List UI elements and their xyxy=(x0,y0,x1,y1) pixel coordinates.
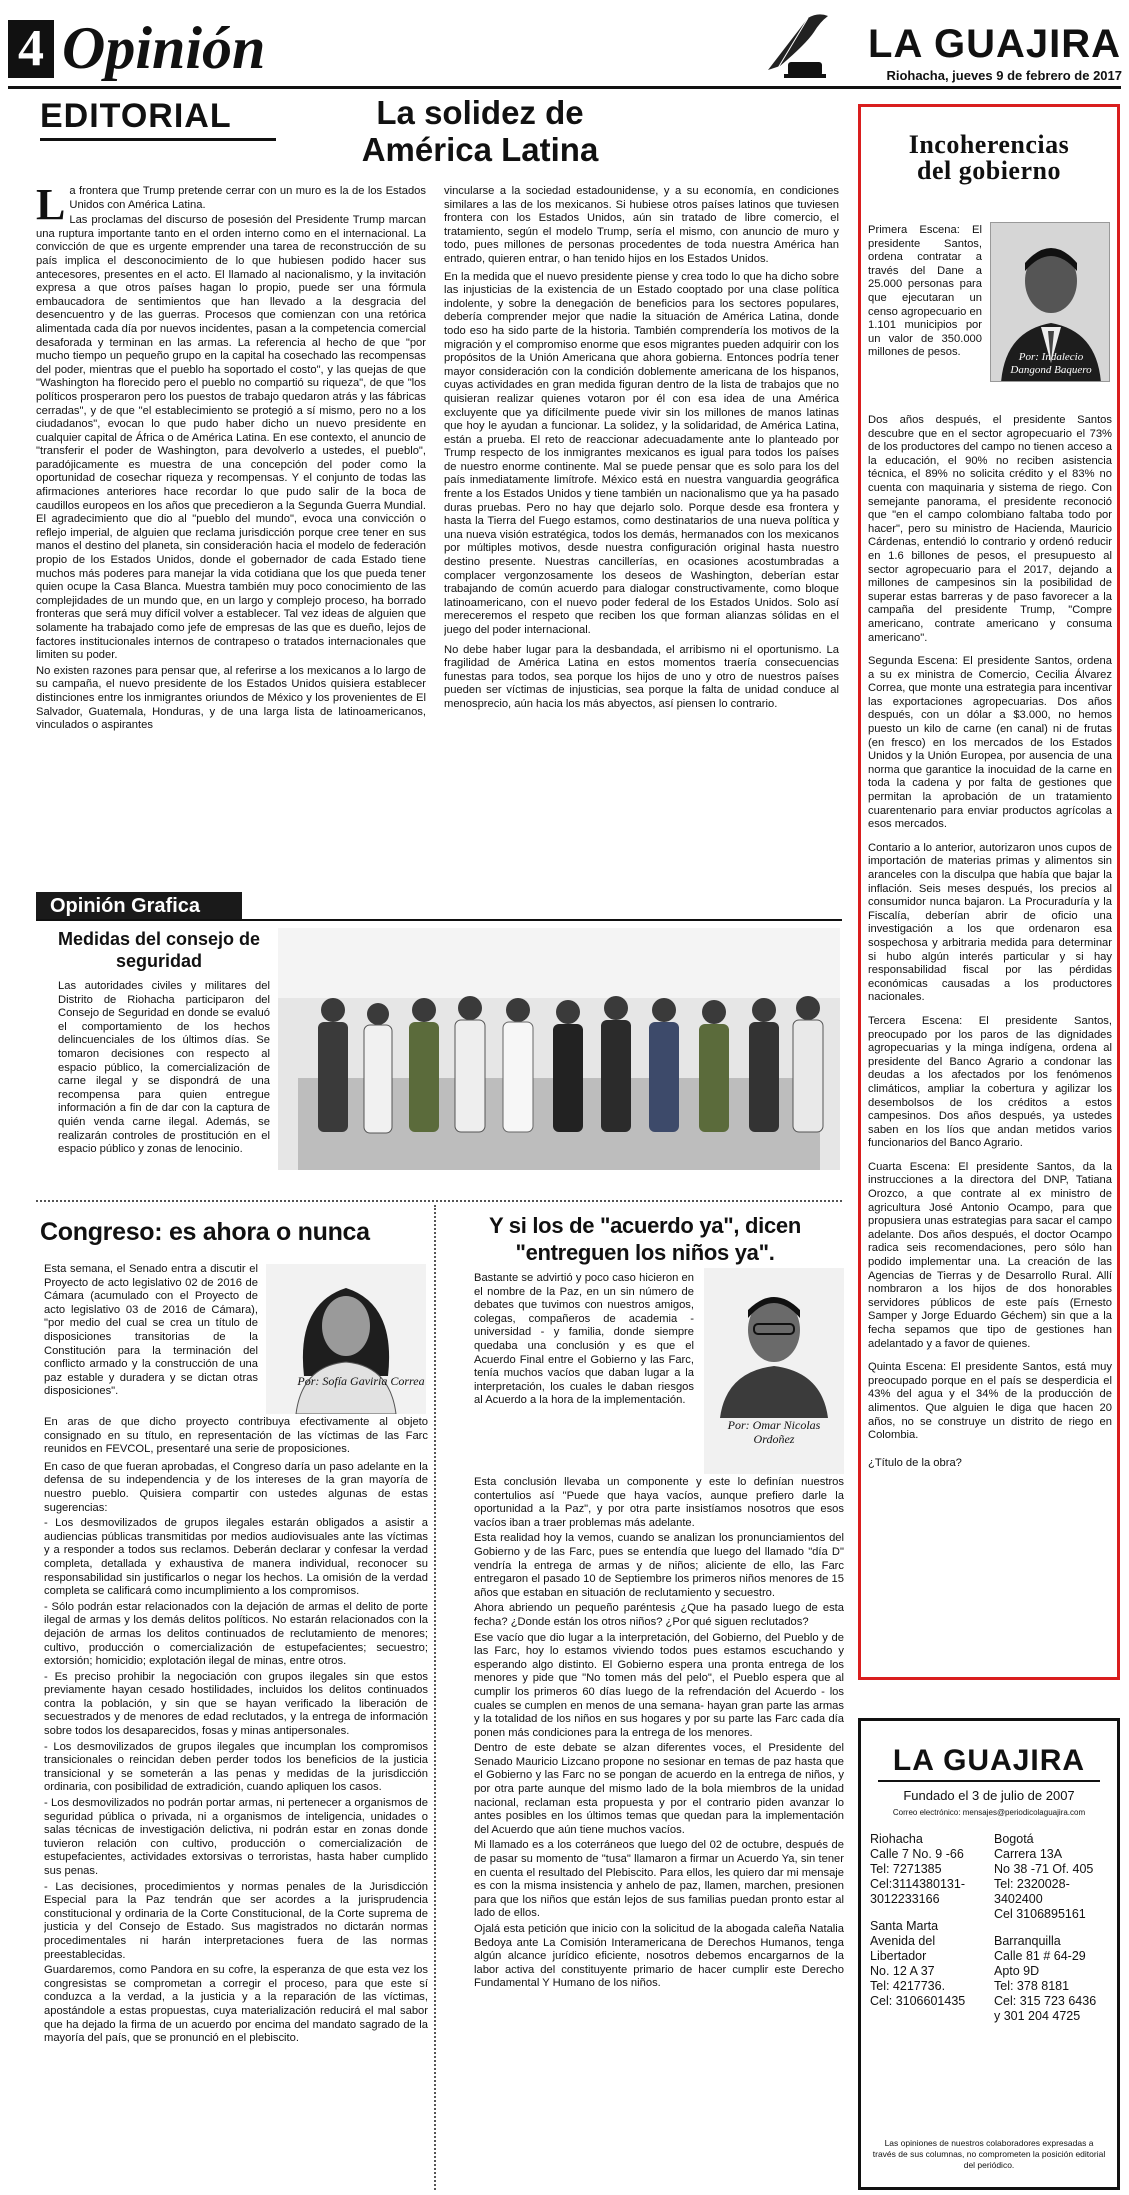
acuerdo-paragraph: Esta conclusión llevaba un componente y este lo definían nuestros contertulios así "Puede que haya vacíos, aunque prefiero darle la oportunidad a la Paz", y por otra parte insistíamos nosotros que esos vacíos iban a traer problemas más adelante. xyxy=(474,1476,844,1529)
congreso-paragraph: Guardaremos, como Pandora en su cofre, la esperanza de que esta vez los congresistas se comprometan a corregir el proceso, para que este sí conduzca a la verdad, a la justicia y a la reparación de las víctimas, apostándole a estas propuestas, cuya materialización reducirá el mal sabor que ha dejado la firma de un acuerdo por encima del mandato sagrado de la mayoría del país, que se pronunció en el plebiscito. xyxy=(44,1964,428,2045)
sidebar-intro: Primera Escena: El presidente Santos, ordena contratar a través del Dane a 25.000 personas para que ejecutaran un censo agropecuario en 1.101 municipios por un valor de 350.000 millones de pesos. xyxy=(868,224,982,359)
congreso-title: Congreso: es ahora o nunca xyxy=(40,1218,370,1246)
security-council-photo xyxy=(278,928,840,1170)
sidebar-author-photo xyxy=(990,222,1110,382)
opinion-grafica-rule xyxy=(36,919,842,921)
sidebar-paragraph: Contario a lo anterior, autorizaron unos cupos de importación de materias primas y alimentos sin aranceles con la disculpa que había que bajar la inflación. Seis meses después, los precios al consumidor nunca bajaron. La Procuraduría y la Fiscalía, deberían abrir de oficio una investigación a los que ordenaron esa sospechosa y arbitraria medida para determinar si hubo algún interés particular y si hay responsabilidad fiscal por las pérdidas económicas causadas a los productores nacionales. xyxy=(868,841,1112,1004)
paper-name: LA GUAJIRA xyxy=(868,22,1121,66)
sidebar-paragraph: Dos años después, el presidente Santos descubre que en el sector agropecuario el 73% de los productores del campo no tienen acceso a la educación, el 90% no reciben asistencia técnica, el 89% no solicita crédito y el 83% no cuenta con maquinaria y sistema de riego. Con semejante panorama, el presidente reconoció que "en el campo colombiano faltaba todo por hacer", pero su ministro de Hacienda, Mauricio Cárdenas, entendió lo contrario y ordenó reducir en 1.6 billones de pesos, el presupuesto al sector agropecuario para el 2017, dejando a millones de campesinos sin la posibilidad de superar estas barreras y de paso favorecer a la campaña del presidente Trump, "Compre americano, contrate americano y consuma americano". xyxy=(868,414,1112,644)
congreso-paragraph: - Sólo podrán estar relacionados con la dejación de armas el delito de porte ilegal de armas y los demás delitos políticos. No estarán relacionados con la dejación de armas los delitos continuados de reclutamiento de menores; cultivo, producción o comercialización de estupefacientes; secuestro; extorsión; homicidio; explotación ilegal de minas, entre otros. xyxy=(44,1600,428,1668)
acuerdo-author-photo xyxy=(704,1268,844,1474)
congreso-paragraph: - Los desmovilizados no podrán portar armas, ni pertenecer a organismos de seguridad pública o privada, ni a organismos de inteligencia, unidades o salas técnicas de investigación delictiva, ni podrán estar en zonas donde tuvieron relación con cultivo, producción o comercialización de estupefacientes, actividades extorsivas o terroristas, hasta haber cumplido sus penas. xyxy=(44,1797,428,1877)
acuerdo-paragraph: Ojalá esta petición que inicio con la solicitud de la abogada caleña Natalia Bedoya ante La Comisión Interamericana de Derechos Humanos, tenga algún alcance jurídico eficiente, nosotros debemos encargarnos de la labor activa del constituyente primario de hacer cumplir este Derecho Fundamental Y Humano de los niños. xyxy=(474,1923,844,1990)
drop-cap: L xyxy=(36,185,66,229)
congreso-byline: Por: Sofía Gaviria Correa xyxy=(297,1374,425,1388)
acuerdo-byline: Por: Omar Nicolas Ordoñez xyxy=(727,1418,821,1446)
editorial-title xyxy=(330,94,630,168)
acuerdo-title-line2: "entreguen los niños ya". xyxy=(515,1240,775,1265)
editorial-lead: La frontera que Trump pretende cerrar con un muro es la de los Estados Unidos con América Latina. xyxy=(36,185,426,229)
opinion-grafica-text: Las autoridades civiles y militares del Distrito de Riohacha participaron del Consejo de Seguridad en donde se evaluó el comportamiento de los hechos delincuenciales de los últimos días. Se tomaron decisiones con respecto al espacio público, la comercialización de carne ilegal y se dispondrá de una recompensa para quien entregue información a fin de dar con la captura de quién venda carne ilegal. Además, se realizarán controles de prostitución en el espacio público y zonas de lenocinio. xyxy=(58,980,270,1156)
opinion-grafica-label: Opinión Grafica xyxy=(36,892,242,920)
editorial-label: EDITORIAL xyxy=(40,97,232,135)
editorial-paragraph: En la medida que el nuevo presidente piense y crea todo lo que ha dicho sobre las injusticias de la existencia de un Estado cooptado por una clase política indolente, y sobre la denegación de beneficios para los sectores populares, debería comprender mejor que nadie la situación de América Latina, donde todo eso ha sido parte de la historia. También comprendería los motivos de la migración y el compromiso enorme que esos migrantes pueden adquirir con los propósitos de la Unión Americana que ahora gobierna. Entonces podría tener mayor consideración con la condición doblemente americana de los hispanos, cuyas actividades en gran medida figuran dentro de la lista de trabajos que no quisieran realizar quienes votaron por él con esa idea de una América excluyente que ya difícilmente puede vivir sin los millones de manos latinas que hoy le ayudan a funcionar. La solidez, y la solidaridad, de América Latina, están a prueba. El reto de reaccionar adecuadamente ante lo planteado por Trump respecto de los inmigrantes mexicanos es igual para todos los países de nuestro enorme continente. Mal se puede pensar que es solo para los del país inmediatamente limítrofe. México está en nuestra vanguardia geográfica frente a los Estados Unidos y tiene también un nacionalismo que ya ha pasado duras pruebas. Pero no hay que dejarlo solo. Porque desde esa frontera y hasta la Tierra del Fuego estamos, como destinatarios de una nueva política y una nueva visión estratégica, todos los demás, hermanados con los mexicanos por múltiples motivos, desde nuestra configuración original hasta nuestro destino presente. Nuestras cancillerías, en ocasiones acostumbradas a complacer vergonzosamente los deseos de Washington, deberían estar trabajando de común acuerdo para dialogar constructivamente, como bloque latinoamericano, con el nuevo poder federal de los Estados Unidos. Solo así mereceremos el respeto que reciben los que forman alianzas sólidas en el juego del poder internacional. xyxy=(444,270,839,636)
sidebar-paragraph: Tercera Escena: El presidente Santos, preocupado por los paros de las dignidades agropecuarias y la minga indígena, ordena al presidente del Banco Agrario a condonar las deudas a los afectados por los fenómenos climáticos, ampliar la cobertura y agilizar los desembolsos de los créditos a estos campesinos. Dos años después, ya ustedes saben en los líos que andan metidos varios funcionarios del Banco Agrario. xyxy=(868,1014,1112,1150)
editorial-paragraph: vincularse a la sociedad estadounidense, y a su economía, en condiciones similares a las de los mexicanos. Si hubiese otros países latinos que tuviesen frontera con los Estados Unidos, aún sin tratado de libre comercio, el tratamiento, según el modelo Trump, sería el mismo, con anuncio de muro y todo, pues millones de personas procedentes de toda nuestra América han entrado, quieren entrar, o han tenido hijos en los Estados Unidos. xyxy=(444,185,839,265)
acuerdo-paragraph: Esta realidad hoy la vemos, cuando se analizan los pronunciamientos del Gobierno y de las Farc, pues se entendía que luego del llamado "día D" vendría la entrega de armas y de niños; aliciente de ello, las Farc entregaron el pasado 10 de Septiembre los primeros niños menores de 15 años que estaban en situación de reclutamiento y secuestro. xyxy=(474,1532,844,1599)
editorial-paragraph: No existen razones para pensar que, al referirse a los mexicanos a lo largo de su campaña, el nuevo presidente de los Estados Unidos quisiera establecer distinciones entre los inmigrantes oriundos de México y los provenientes de El Salvador, Guatemala, Honduras, y de una larga lista de latinoamericanos, vinculados o aspirantes xyxy=(36,664,426,732)
page-number-box: 4 xyxy=(8,20,54,78)
congreso-paragraph: - Las decisiones, procedimientos y normas penales de la Jurisdicción Especial para la Paz tendrán que ser acordes a la jurisprudencia constitucional y ordinaria de la Corte Constitucional, de la Corte suprema de justicia y del Consejo de Estado. Sus magistrados no dictarán normas procedimentales ni harán interpretaciones fuera de las normas preestablecidas. xyxy=(44,1880,428,1961)
acuerdo-paragraph: Ese vacío que dio lugar a la interpretación, del Gobierno, del Pueblo y de las Farc, hoy lo estamos viviendo todos pues estamos escuchando y esperando algo distinto. El Gobierno espera una pronta entrega de los menores y pide que "No tomen más del pelo", el Pueblo espera que al cumplir los primeros 60 días luego de la refrendación del Acuerdo - los cuales se cumplen en menos de una semana- hayan gran parte las armas y la totalidad de los niños en sus hogares y por su parte las Farc cada día ponen más condiciones para la entrega de los menores. xyxy=(474,1631,844,1739)
sidebar-paragraph: Segunda Escena: El presidente Santos, ordena a su ex ministra de Comercio, Cecilia Álvarez Correa, que monte una estrategia para incentivar las exportaciones agropecuarias. Dos años después, con un dólar a $3.000, no hemos puesto un kilo de carne (en canal) ni de frutas (en fresco) en los mercados de los Estados Unidos y la Unión Europea, por ausencia de una norma que garantice la inocuidad de la carne en toda la cadena y por falta de gestiones que permitan la aprobación de un tratamiento cuarentenario para enviar productos agrícolas a esos mercados. xyxy=(868,655,1112,831)
masthead-rule xyxy=(878,1780,1100,1782)
acuerdo-paragraph: Mi llamado es a los coterráneos que luego del 02 de octubre, después de de pasar su momento de "tusa" llamaron a firmar un Acuerdo Ya, sin tener en cuenta el resultado del Plebiscito. Para ellos, les quiero dar mi mensaje es con la misma insistencia y anhelo de paz, llamen, marchen, presionen para que los niños que están lejos de sus familias puedan pronto estar al lado de ellos. xyxy=(474,1839,844,1920)
congreso-paragraph: En aras de que dicho proyecto contribuya efectivamente al objeto consignado en su título, en representación de las víctimas de las Farc reunidos en FEVCOL, presentaré una serie de proposiciones. xyxy=(44,1416,428,1456)
section-title: Opinión xyxy=(62,15,266,81)
acuerdo-title xyxy=(440,1212,850,1266)
masthead-disclaimer: Las opiniones de nuestros colaboradores expresadas a través de sus columnas, no comprometen la posición editorial del periódico. xyxy=(872,2138,1106,2170)
congreso-author-photo xyxy=(266,1264,426,1414)
masthead-email: Correo electrónico: mensajes@periodicolaguajira.com xyxy=(892,1808,1086,1817)
sidebar-paragraph: ¿Título de la obra? xyxy=(868,1456,962,1469)
sidebar-body xyxy=(868,396,1112,1666)
sidebar-paragraph: Quinta Escena: El presidente Santos, está muy preocupado porque en el país se desperdicia el 43% del agua y el 34% de la producción de alimentos. Que alguien le diga que hacen 20 años, no se construye un distrito de riego en Colombia. xyxy=(868,1361,1112,1442)
congreso-paragraph: - Es preciso prohibir la negociación con grupos ilegales sin que estos previamente hayan cesado hostilidades, incluidos los delitos continuados contra la población, y sin que se hayan verificado la liberación de secuestrados y de menores de edad reclutados, y la entrega de información sobre todos los desaparecidos, fosas y minas antipersonales. xyxy=(44,1670,428,1738)
editorial-col1 xyxy=(36,185,426,881)
editorial-paragraph: Las proclamas del discurso de posesión del Presidente Trump marcan una ruptura importante tanto en el orden interno como en el internacional. La convicción de que es urgente emprender una tarea de reconstrucción de su país implica el desconocimiento de lo que hubiesen podido hacer sus antecesores, presentes en el acto. El llamado al nacionalismo, y la invitación expresa a que otros países hagan lo propio, puede ser una fórmula embaucadora de sentimientos que han llevado a la desgracia del desencuentro y de las guerras. Procesos que comienzan con una retórica alimentada cada día por nuevos incidentes, pasan a la competencia comercial desaforada y terminan en las armas. La referencia al hecho de que "por mucho tiempo un pequeño grupo en la capital ha cosechado las recompensas del poder, mientras que el pueblo ha soportado el costo", y las quejas de que "Washington ha florecido pero el pueblo no compartió su riqueza", de que "los políticos prosperaron pero los puestos de trabajo quedaron atrás y las fábricas cerradas", y de que "el establecimiento se protegió a sí mismo, pero no a los ciudadanos", evocan lo que pudo haber dicho un nuevo presidente en cualquier capital de África o de América Latina. En ese contexto, el anuncio de "transferir el poder de Washington, para devolverlo a ustedes, el pueblo", paradójicamente es muestra de una concepción del poder como la oportunidad de cosechar riqueza y recompensas. Y el conjunto de todas las afirmaciones anteriores hace recordar lo que pudo salir de la boca de caudillos europeos en los años que precedieron a la Segunda Guerra Mundial. El agradecimiento que dio al "pueblo del mundo", evoca una convicción o reflejo imperial, de alguien que reclama jurisdicción porque cree tener en sus manos el destino del planeta, sin consideración hacia el modelo de federación propio de los Estados Unidos, donde el gobernador de cada Estado tiene muchos más poderes para manejar la vida cotidiana que los que pueda tener quien ocupe la Casa Blanca. Muestra también muy poco conocimiento de las complejidades de un mundo que, en un largo y complejo proceso, ha borrado fronteras que será muy difícil volver a establecer. Tal vez ideas de alguien que solamente ha trabajado como jefe de empresas de las que es dueño, lejos de factores institucionales internos de contrapeso o tratados internacionales que limiten su poder. xyxy=(36,214,426,662)
acuerdo-paragraph: Ahora abriendo un pequeño paréntesis ¿Que ha pasado luego de esta fecha? ¿Donde están los otros niños? ¿Por qué siguen reclutados? xyxy=(474,1602,844,1628)
sidebar-paragraph: Cuarta Escena: El presidente Santos, da la instrucciones a la directora del DNP, Tatiana Orozco, a que contrate al ex ministro de agricultura José Antonio Ocampo, para que propusiera unas estrategias para sacar el campo adelante. Dos años después, el doctor Ocampo radica seis recomendaciones, pero sólo han podido implementar una. La creación de las Agencias de Tierras y de Desarrollo Rural. Allí nombraron a los hijos de dos honorables servidores públicos de este país (Ernesto Samper y Jorge Eduardo Géchem) sin que a la fecha sepamos que tipo de gestiones han adelantado y a favor de quienes. xyxy=(868,1160,1112,1350)
editorial-col2 xyxy=(444,185,839,881)
sidebar-title-line1: Incoherencias xyxy=(908,130,1070,159)
sidebar-byline: Por: Indalecio Dangond Baquero xyxy=(1010,351,1092,376)
acuerdo-title-line1: Y si los de "acuerdo ya", dicen xyxy=(489,1213,801,1238)
masthead-title: LA GUAJIRA xyxy=(892,1744,1086,1777)
congreso-paragraph: En caso de que fueran aprobadas, el Congreso daría un paso adelante en la defensa de su independencia y de los intereses de la gran mayoría de nuestro pueblo. Quisiera compartir con ustedes algunas de estas sugerencias: xyxy=(44,1460,428,1514)
opinion-grafica-title: Medidas del consejo de seguridad xyxy=(57,929,261,971)
masthead-right-col: Bogotá Carrera 13A No 38 -71 Of. 405 Tel: 2320028- 3402400 Cel 3106895161 Barranquilla Calle 81 # 64-29 Apto 9D Tel: 378 8181 Cel: 315 723 6436 y 301 204 4725 xyxy=(994,1832,1097,2023)
section-divider xyxy=(36,1200,842,1202)
masthead-left-col: Riohacha Calle 7 No. 9 -66 Tel: 7271385 Cel:3114380131- 3012233166 Santa Marta Avenida del Libertador No. 12 A 37 Tel: 4217736. Cel: 3106601435 xyxy=(870,1832,966,2008)
masthead-founded: Fundado el 3 de julio de 2007 xyxy=(903,1788,1075,1803)
dateline: Riohacha, jueves 9 de febrero de 2017 xyxy=(886,68,1122,83)
sidebar-title xyxy=(866,132,1112,184)
editorial-title-line1: La solidez de xyxy=(376,94,584,131)
header-rule xyxy=(8,86,1121,89)
editorial-title-line2: América Latina xyxy=(361,131,599,168)
editorial-label-underline xyxy=(40,138,276,141)
congreso-body xyxy=(44,1416,428,2188)
acuerdo-lead: Bastante se advirtió y poco caso hicieron en el nombre de la Paz, en un sin número de debates que tuvimos con nuestros amigos, colegas, compañeros de academia - universidad - y familia, donde siempre quedaba una conclusión y es que el Acuerdo Final entre el Gobierno y las Farc, tenía muchos vacíos que daban lugar a la interpretación, los cuales le daban riesgos al Acuerdo a la hora de la implementación. xyxy=(474,1272,694,1407)
congreso-paragraph: - Los desmovilizados de grupos ilegales que incumplan los compromisos transicionales o reincidan deben perder todos los beneficios de la justicia transicional y se someterán a las penas y medidas de la jurisdicción ordinaria, con posibilidad de extradición, cuando apliquen los casos. xyxy=(44,1740,428,1794)
congreso-lead: Esta semana, el Senado entra a discutir el Proyecto de acto legislativo 02 de 2016 de Cámara (acumulado con el Proyecto de acto legislativo 03 de 2016 de Cámara), "por medio del cual se crea un título de disposiciones transitorias de la Constitución para la terminación del conflicto armado y la construcción de una paz estable y duradera y se dictan otras disposiciones". xyxy=(44,1263,258,1398)
acuerdo-paragraph: Dentro de este debate se alzan diferentes voces, el Presidente del Senado Mauricio Lizcano propone no sesionar en temas de paz hasta que el Gobierno y las Farc no se pongan de acuerdo en la entrega de niños, y por otra parte aunque del mismo lado de la bola miembros de la unidad nacional, reclaman esta propuesta y por el contrario piden avanzar lo antes posibles en los últimos temas que quedan para la implementación del Acuerdo que aún tiene muchos vacíos. xyxy=(474,1742,844,1836)
column-divider xyxy=(434,1205,436,2190)
editorial-paragraph: No debe haber lugar para la desbandada, el arribismo ni el oportunismo. La fragilidad de América Latina en estos momentos traería consecuencias funestas para todos, sea porque los hijos de uno y otro de nuestros países pueden ser víctimas de injusticias, sea porque la falta de unidad conduce al menosprecio, aún hacia los más abyectos, así piensen lo contrario. xyxy=(444,643,839,710)
congreso-paragraph: - Los desmovilizados de grupos ilegales estarán obligados a asistir a audiencias públicas transmitidas por medios audiovisuales ante las víctimas y a responder a todos sus reclamos. Deberán declarar y confesar la verdad completa, detallada y exhaustiva de manera individual, reconocer su responsabilidad sin justificarlos o negar los hechos. La omisión de la verdad completa se calificará como incumplimiento a los compromisos. xyxy=(44,1517,428,1598)
sidebar-title-line2: del gobierno xyxy=(917,156,1061,185)
acuerdo-body xyxy=(474,1476,844,2188)
